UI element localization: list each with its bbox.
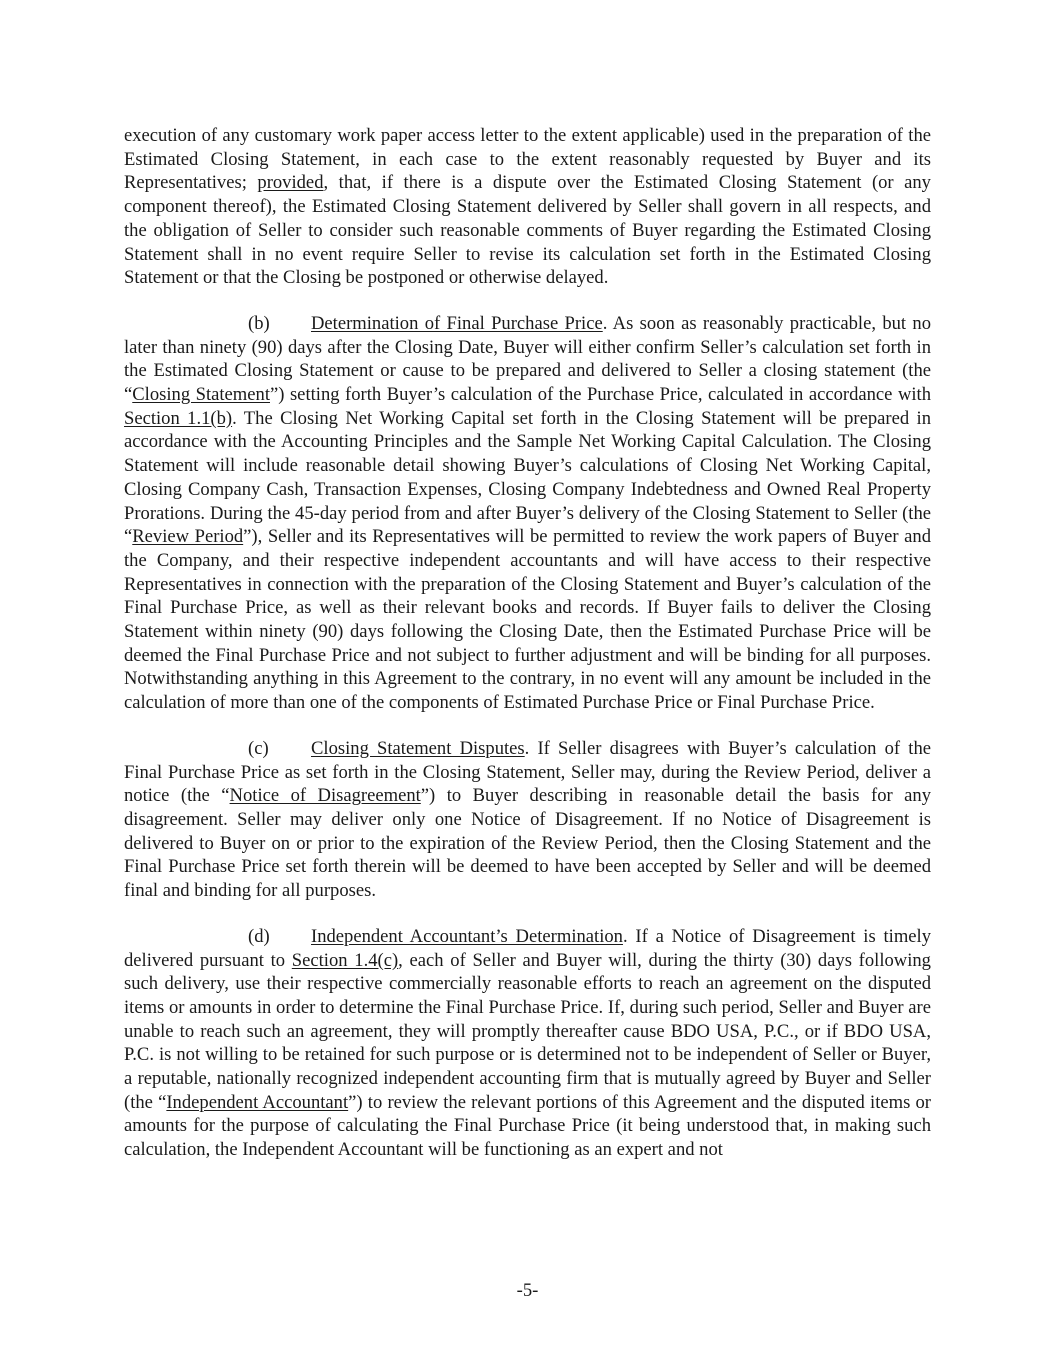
- paragraph-c-label: (c): [248, 737, 269, 759]
- paragraph-a-continued: execution of any customary work paper access letter to the extent applicable) used in the preparation of the Estimated Closing Statement, in each case to the extent reasonably requested by Buyer and its Representatives; provided, that, if there is a dispute over the Estimated Closing Statement (or any component thereof), the Estimated Closing Statement delivered by Seller shall govern in all respects, and the obligation of Seller to consider such reasonable comments of Buyer regarding the Estimated Closing Statement shall in no event require Seller to revise its calculation set forth in the Estimated Closing Statement or that the Closing be postponed or otherwise delayed.: [124, 125, 931, 289]
- paragraph-d-label: (d): [248, 925, 270, 947]
- document-page: [124, 124, 931, 1162]
- page-number: -5-: [516, 1280, 539, 1301]
- paragraph-b-heading: Determination of Final Purchase Price: [311, 312, 603, 334]
- defined-term-review-period: Review Period: [132, 526, 244, 548]
- paragraph-c-heading: Closing Statement Disputes: [311, 737, 525, 759]
- paragraph-d: (d) Independent Accountant’s Determination. If a Notice of Disagreement is timely delivered pursuant to Section 1.4(c), each of Seller and Buyer will, during the thirty (30) days following such delivery, use their respective commercially reasonable efforts to reach an agreement on the disputed items or amounts in order to determine the Final Purchase Price. If, during such period, Seller and Buyer are unable to reach such an agreement, they will promptly thereafter cause BDO USA, P.C., or if BDO USA, P.C. is not willing to be retained for such purpose or is determined not to be independent of Seller or Buyer, a reputable, nationally recognized independent accounting firm that is mutually agreed by Buyer and Seller (the “Independent Accountant”) to review the relevant portions of this Agreement and the disputed items or amounts for the purpose of calculating the Final Purchase Price (it being understood that, in making such calculation, the Independent Accountant will be functioning as an expert and not: [124, 925, 932, 1161]
- defined-term-independent-accountant: Independent Accountant: [166, 1091, 349, 1113]
- paragraph-b: (b) Determination of Final Purchase Price. As soon as reasonably practicable, but no later than ninety (90) days after the Closing Date, Buyer will either confirm Seller’s calculation set forth in the Estimated Closing Statement or cause to be prepared and delivered to Seller a closing statement (the “Closing Statement”) setting forth Buyer’s calculation of the Purchase Price, calculated in accordance with Section 1.1(b). The Closing Net Working Capital set forth in the Closing Statement will be prepared in accordance with the Accounting Principles and the Sample Net Working Capital Calculation. The Closing Statement will include reasonable detail showing Buyer’s calculations of Closing Net Working Capital, Closing Company Cash, Transaction Expenses, Closing Company Indebtedness and Owned Real Property Prorations. During the 45-day period from and after Buyer’s delivery of the Closing Statement to Seller (the “Review Period”), Seller and its Representatives will be permitted to review the work papers of Buyer and the Company, and their respective independent accountants and will have access to their respective Representatives in connection with the preparation of the Closing Statement and Buyer’s calculation of the Final Purchase Price, as well as their relevant books and records. If Buyer fails to deliver the Closing Statement within ninety (90) days following the Closing Date, then the Estimated Purchase Price will be deemed the Final Purchase Price and not subject to further adjustment and will be binding for all purposes. Notwithstanding anything in this Agreement to the contrary, in no event will any amount be included in the calculation of more than one of the components of Estimated Purchase Price or Final Purchase Price.: [124, 312, 932, 714]
- section-reference-1-1-b: Section 1.1(b): [124, 407, 233, 429]
- paragraph-b-label: (b): [248, 312, 270, 334]
- section-reference-1-4-c: Section 1.4(c): [291, 949, 399, 971]
- paragraph-c: (c) Closing Statement Disputes. If Seller disagrees with Buyer’s calculation of the Final Purchase Price as set forth in the Closing Statement, Seller may, during the Review Period, deliver a notice (the “Notice of Disagreement”) to Buyer describing in reasonable detail the basis for any disagreement. Seller may deliver only one Notice of Disagreement. If no Notice of Disagreement is delivered to Buyer on or prior to the expiration of the Review Period, then the Closing Statement and the Final Purchase Price set forth therein will be deemed to have been accepted by Seller and will be deemed final and binding for all purposes.: [124, 737, 931, 902]
- provided-term: provided: [257, 172, 324, 194]
- defined-term-closing-statement: Closing Statement: [132, 384, 270, 406]
- defined-term-notice-of-disagreement: Notice of Disagreement: [229, 785, 421, 807]
- paragraph-d-heading: Independent Accountant’s Determination: [311, 925, 623, 947]
